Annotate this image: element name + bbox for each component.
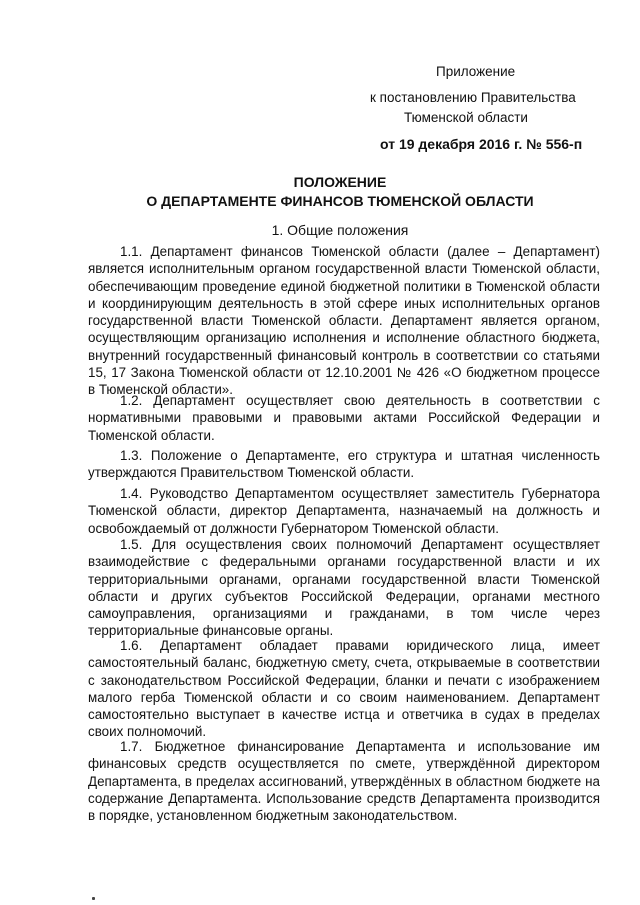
paragraph-1-2: 1.2. Департамент осуществляет свою деятельность в соответствии с нормативными правовыми и правовыми актами Российской Федерации и Тюменской области. xyxy=(88,393,600,443)
paragraph-1-3: 1.3. Положение о Департаменте, его структура и штатная численность утверждаются Правительством Тюменской области. xyxy=(88,448,600,481)
paragraph-1-6: 1.6. Департамент обладает правами юридического лица, имеет самостоятельный баланс, бюджетную смету, счета, открываемые в соответствии с законодательством Российской Федерации, бланки и печати с изображением малого герба Тюменской области и со своим наименованием. Департамент самостоятельно выступает в качестве истца и ответчика в судах в пределах своих полномочий. xyxy=(88,638,600,740)
document-subtitle: О ДЕПАРТАМЕНТЕ ФИНАНСОВ ТЮМЕНСКОЙ ОБЛАСТИ xyxy=(146,193,534,209)
paragraph-1-1: 1.1. Департамент финансов Тюменской области (далее – Департамент) является исполнительным органом государственной власти Тюменской области, обеспечивающим проведение единой бюджетной политики в Тюменской области и координирующим деятельность в этой сфере иных исполнительных органов государственной власти Тюменской области. Департамент является органом, осуществляющим организацию исполнения и исполнение областного бюджета, внутренний государственный финансовый контроль в соответствии со статьями 15, 17 Закона Тюменской области от 12.10.2001 № 426 «О бюджетном процессе в Тюменской области». xyxy=(88,244,600,398)
appendix-region-line: Тюменской области xyxy=(404,110,528,125)
scan-mark xyxy=(92,897,95,900)
section-heading: 1. Общие положения xyxy=(271,222,409,238)
appendix-resolution-line: к постановлению Правительства xyxy=(370,90,576,105)
paragraph-1-7: 1.7. Бюджетное финансирование Департамента и использование им финансовых средств осуществляется по смете, утверждённой директором Департамента, в пределах ассигнований, утверждённых в областном бюджете на содержание Департамента. Использование средств Департамента производится в порядке, установленном бюджетным законодательством. xyxy=(88,739,600,824)
appendix-label: Приложение xyxy=(436,64,516,79)
paragraph-1-5: 1.5. Для осуществления своих полномочий Департамент осуществляет взаимодействие с федеральными органами государственной власти и их территориальными органами, органами государственной власти Тюменской области и других субъектов Российской Федерации, органами местного самоуправления, организациями и гражданами, в том числе через территориальные финансовые органы. xyxy=(88,537,600,639)
document-title: ПОЛОЖЕНИЕ xyxy=(293,174,387,190)
paragraph-1-4: 1.4. Руководство Департаментом осуществляет заместитель Губернатора Тюменской области, директор Департамента, назначаемый на должность и освобождаемый от должности Губернатором Тюменской области. xyxy=(88,486,600,536)
appendix-date-number: от 19 декабря 2016 г. № 556-п xyxy=(380,136,583,152)
